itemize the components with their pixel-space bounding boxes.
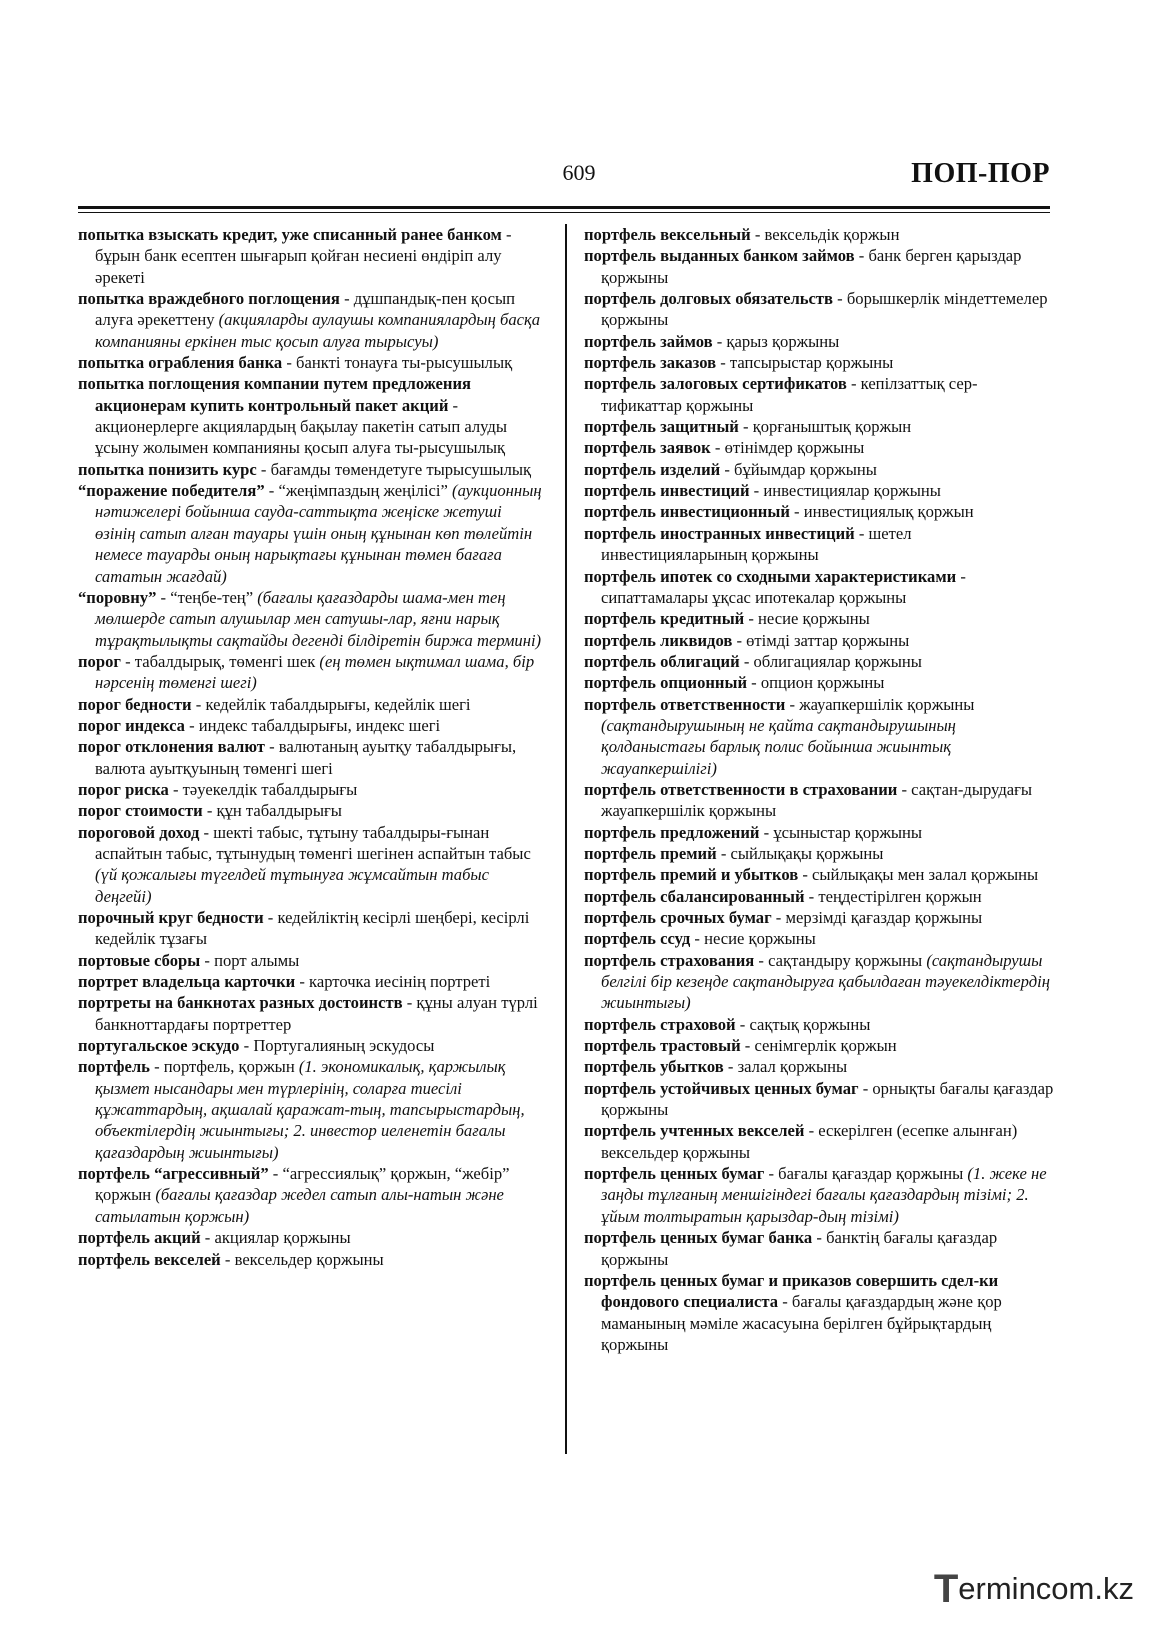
- entry-definition: өтімді заттар қоржыны: [746, 630, 910, 650]
- dictionary-entry: [584, 437, 1054, 458]
- dictionary-entry: [584, 1035, 1054, 1056]
- dictionary-entry: [584, 1014, 1054, 1035]
- entry-definition: орнықты бағалы қағаздар қоржыны: [601, 1078, 1054, 1120]
- entry-separator: -: [804, 886, 819, 906]
- entry-separator: -: [501, 225, 512, 244]
- dictionary-entry: [584, 1270, 1054, 1355]
- site-logo: [933, 1566, 1134, 1611]
- dictionary-entry: [78, 224, 546, 288]
- entry-definition: бұрын банк есептен шығарып қойған несиені өндіріп алу әрекеті: [95, 246, 502, 287]
- entry-definition: қорғаныштық қоржын: [752, 417, 912, 437]
- entry-note: (сақтандырушы белгілі бір кезеңде сақтандыруға қабылдаған тәуекелдіктердің жиынтығы): [601, 950, 1050, 1013]
- entry-term: портфель опционный: [584, 673, 748, 693]
- entry-separator: -: [712, 331, 727, 351]
- right-column: [584, 224, 1054, 1355]
- entry-definition: акциялар қоржыны: [214, 1228, 351, 1248]
- entry-term: порог риска: [78, 779, 169, 799]
- dictionary-entry: [78, 1035, 546, 1056]
- entry-term: портфель предложений: [584, 822, 760, 842]
- entry-term: портфель “агрессивный”: [78, 1164, 269, 1184]
- entry-separator: -: [239, 1036, 254, 1056]
- dictionary-entry: [78, 587, 546, 651]
- entry-separator: -: [282, 353, 297, 373]
- entry-definition: жауапкершілік қоржыны: [799, 694, 975, 714]
- entry-separator: -: [200, 1228, 215, 1248]
- entry-term: портфель устойчивых ценных бумаг: [584, 1078, 859, 1098]
- entry-definition: Португалияның эскудосы: [253, 1036, 435, 1056]
- entry-term: пороговой доход: [78, 822, 200, 842]
- entry-term: портфель защитный: [584, 417, 739, 437]
- entry-term: попытка поглощения компании путем предложения акционерам купить контрольный пакет акций: [78, 374, 471, 415]
- dictionary-entry: [584, 651, 1054, 672]
- entry-term: порог бедности: [78, 694, 192, 714]
- dictionary-entry: [78, 950, 546, 971]
- dictionary-entry: [584, 907, 1054, 928]
- entry-definition: құн табалдырығы: [216, 801, 342, 821]
- entry-term: портфель: [78, 1057, 150, 1077]
- entry-note: (ең төмен ықтимал шама, бір нәрсенің төменгі шегі): [95, 651, 535, 693]
- entry-term: “поражение победителя”: [78, 481, 265, 501]
- entry-separator: -: [295, 972, 310, 992]
- entry-definition: теңдестірілген қоржын: [818, 886, 982, 906]
- dictionary-entry: [78, 288, 546, 352]
- dictionary-entry: [78, 971, 546, 992]
- dictionary-entry: [584, 1078, 1054, 1121]
- entry-definition: ұсыныстар қоржыны: [773, 822, 923, 842]
- entry-separator: -: [690, 929, 705, 949]
- running-head: ПОП-ПОР: [911, 158, 1050, 189]
- entry-term: портфель премий: [584, 843, 717, 863]
- entry-separator: -: [747, 673, 761, 693]
- entry-definition: тәуекелдік табалдырығы: [182, 779, 358, 799]
- entry-term: портфель инвестиций: [584, 481, 750, 501]
- entry-separator: -: [716, 353, 730, 373]
- entry-separator: -: [750, 225, 765, 244]
- entry-definition: валютаның ауытқу табалдырығы, валюта ауытқуының төменгі шегі: [95, 737, 517, 778]
- dictionary-entry: [584, 779, 1054, 822]
- entry-definition: индекс табалдырығы, индекс шегі: [198, 715, 441, 735]
- dictionary-entry: [78, 822, 546, 907]
- entry-separator: -: [220, 1249, 235, 1269]
- entry-definition: инвестициялар қоржыны: [763, 481, 941, 501]
- entry-separator: -: [191, 694, 206, 714]
- entry-definition: карточка иесінің портреті: [309, 972, 491, 992]
- entry-separator: -: [264, 737, 279, 757]
- dictionary-entry: [78, 907, 546, 950]
- entry-term: портфель заказов: [584, 353, 717, 373]
- entry-definition: сыйлықақы қоржыны: [730, 843, 884, 863]
- entry-separator: -: [956, 566, 966, 586]
- dictionary-entry: [584, 501, 1054, 522]
- dictionary-entry: [584, 416, 1054, 437]
- entry-definition: борышкерлік міндеттемелер қоржыны: [601, 289, 1048, 330]
- entry-definition: тапсырыстар қоржыны: [729, 353, 894, 373]
- entry-definition: порт алымы: [214, 950, 300, 970]
- entry-term: портфель ценных бумаг и приказов совершить сдел-ки фондового специалиста: [584, 1270, 999, 1312]
- header-rule-thin: [78, 212, 1050, 213]
- entry-definition: дұшпандық-пен қосып алуға әрекеттену: [95, 289, 516, 330]
- entry-term: попытка враждебного поглощения: [78, 289, 340, 309]
- column-divider: [565, 224, 567, 1454]
- entry-separator: -: [448, 395, 459, 415]
- entry-separator: -: [184, 715, 199, 735]
- entry-term: портфель ценных бумаг банка: [584, 1228, 813, 1248]
- entry-term: “поровну”: [78, 587, 157, 607]
- entry-definition: ескерілген (есепке алынған) вексельдер қоржыны: [601, 1121, 1018, 1162]
- entry-separator: -: [759, 822, 774, 842]
- entry-separator: -: [740, 1036, 755, 1056]
- entry-separator: -: [723, 1057, 738, 1077]
- logo-text: ermincom.kz: [958, 1571, 1134, 1606]
- dictionary-entry: [584, 864, 1054, 885]
- dictionary-entry: [78, 992, 546, 1035]
- entry-definition: банктің бағалы қағаздар қоржыны: [601, 1228, 998, 1269]
- entry-separator: -: [710, 438, 725, 458]
- entry-separator: -: [749, 481, 764, 501]
- entry-separator: -: [716, 843, 731, 863]
- dictionary-entry: [584, 245, 1054, 288]
- entry-separator: -: [199, 822, 214, 842]
- entry-term: попытка понизить курс: [78, 459, 257, 479]
- entry-term: попытка взыскать кредит, уже списанный ранее банком: [78, 225, 502, 244]
- entry-term: порог отклонения валют: [78, 737, 265, 757]
- dictionary-entry: [584, 886, 1054, 907]
- entry-term: портфель трастовый: [584, 1036, 741, 1056]
- entry-term: портфель долговых обязательств: [584, 289, 834, 309]
- dictionary-entry: [584, 566, 1054, 609]
- entry-definition: бағалы қағаздардың және қор маманының мәміле жасасуына берілген бұйрықтардың қоржыны: [601, 1292, 1002, 1354]
- entry-separator: -: [854, 523, 869, 543]
- dictionary-entry: [78, 736, 546, 779]
- entry-definition: “агрессиялық” қоржын, “жебір” қоржын: [95, 1164, 510, 1205]
- entry-term: портфель векселей: [78, 1249, 221, 1269]
- entry-term: порочный круг бедности: [78, 908, 264, 927]
- entry-separator: -: [858, 1078, 873, 1098]
- entry-term: портрет владельца карточки: [78, 972, 296, 992]
- dictionary-entry: [584, 672, 1054, 693]
- entry-term: портфель изделий: [584, 459, 721, 479]
- entry-separator: -: [738, 417, 753, 437]
- dictionary-entry: [78, 694, 546, 715]
- entry-separator: -: [854, 246, 869, 266]
- entry-definition: сипаттамалары ұқсас ипотекалар қоржыны: [601, 587, 907, 607]
- entry-separator: -: [263, 908, 278, 927]
- entry-definition: “теңбе-тең”: [170, 587, 258, 607]
- entry-separator: -: [168, 779, 183, 799]
- entry-term: портфель ценных бумаг: [584, 1164, 765, 1184]
- dictionary-entry: [584, 1163, 1054, 1227]
- entry-note: (акцияларды аулаушы компаниялардың басқа компанияны еркінен тыс қосып алуға тырысуы): [95, 310, 541, 351]
- dictionary-entry: [78, 779, 546, 800]
- dictionary-entry: [584, 843, 1054, 864]
- entry-note: (сақтандырушының не қайта сақтандырушының қолданыстағы барлық полис бойынша жиынтық жауапкершілігі): [601, 715, 956, 778]
- entry-separator: -: [812, 1228, 827, 1248]
- entry-definition: залал қоржыны: [737, 1057, 848, 1077]
- dictionary-entry: [584, 630, 1054, 651]
- entry-separator: -: [256, 459, 271, 479]
- dictionary-entry: [584, 352, 1054, 373]
- dictionary-entry: [584, 928, 1054, 949]
- entry-separator: -: [754, 950, 769, 970]
- entry-definition: бұйымдар қоржыны: [734, 459, 877, 479]
- entry-term: портфель выданных банком займов: [584, 246, 855, 266]
- entry-note: (1. жеке не заңды тұлғаның меншігіндегі бағалы қағаздардың тізімі; 2. ұйым толтыратын қарыздар-дың тізімі): [601, 1164, 1047, 1226]
- entry-term: портфель страховой: [584, 1014, 736, 1034]
- entry-note: (бағалы қағаздар жедел сатып алы-натын және сатылатын қоржын): [95, 1185, 504, 1226]
- dictionary-entry: [584, 480, 1054, 501]
- entry-term: портфель ссуд: [584, 929, 691, 949]
- page-number: 609: [562, 160, 596, 185]
- entry-separator: -: [156, 587, 171, 607]
- dictionary-entry: [584, 288, 1054, 331]
- entry-separator: -: [798, 865, 813, 885]
- entry-term: португальское эскудо: [78, 1036, 240, 1056]
- entry-separator: -: [268, 1164, 283, 1184]
- entry-term: портфель учтенных векселей: [584, 1121, 805, 1141]
- entry-term: портфель заявок: [584, 438, 711, 458]
- entry-term: портфель срочных бумаг: [584, 908, 772, 927]
- entry-definition: опцион қоржыны: [760, 673, 885, 693]
- dictionary-entry: [584, 373, 1054, 416]
- entry-separator: -: [202, 801, 217, 821]
- entry-term: порог стоимости: [78, 801, 203, 821]
- dictionary-entry: [584, 694, 1054, 779]
- dictionary-entry: [584, 608, 1054, 629]
- entry-term: портфель сбалансированный: [584, 886, 805, 906]
- left-column: [78, 224, 546, 1270]
- entry-term: портфель премий и убытков: [584, 865, 799, 885]
- dictionary-entry: [584, 1227, 1054, 1270]
- dictionary-entry: [78, 651, 546, 694]
- entry-note: (бағалы қағаздарды шама-мен тең мөлшерде сатып алушылар мен сатушы-лар, яғни нарық тұрақтылықты сақтайды дегенді білдіретін биржа термині): [95, 587, 542, 650]
- entry-separator: -: [744, 609, 759, 629]
- dictionary-entry: [584, 1120, 1054, 1163]
- entry-note: (үй қожалығы түгелдей тұтынуға жұмсайтын табыс деңгейі): [95, 865, 490, 906]
- entry-term: попытка ограбления банка: [78, 353, 283, 373]
- entry-term: порог: [78, 651, 121, 671]
- entry-definition: шекті табыс, тұтыну табалдыры-ғынан аспайтын табыс, тұтынудың төменгі шегінен аспайтын табыс: [95, 822, 531, 863]
- entry-term: портфель инвестиционный: [584, 502, 790, 522]
- entry-separator: -: [735, 1014, 750, 1034]
- entry-separator: -: [778, 1292, 792, 1312]
- entry-separator: -: [846, 374, 861, 394]
- entry-term: портфель страхования: [584, 950, 755, 970]
- entry-definition: несие қоржыны: [758, 609, 870, 629]
- entry-definition: бағалы қағаздар қоржыны: [778, 1164, 968, 1184]
- entry-separator: -: [833, 289, 847, 309]
- entry-definition: облигациялар қоржыны: [753, 651, 922, 671]
- dictionary-entry: [78, 1163, 546, 1227]
- entry-definition: мерзімді қағаздар қоржыны: [785, 908, 983, 927]
- entry-separator: -: [402, 993, 417, 1013]
- entry-term: портфель вексельный: [584, 225, 751, 244]
- entry-definition: кепілзаттық сер-тификаттар қоржыны: [601, 374, 978, 415]
- entry-separator: -: [789, 502, 804, 522]
- entry-definition: “жеңімпаздың жеңілісі”: [278, 481, 453, 501]
- entry-separator: -: [804, 1121, 819, 1141]
- entry-definition: акционерлерге акциялардың бақылау пакетін сатып алуды ұсыну жолымен компанияны қосып алуға ты-рысушылық: [95, 417, 507, 458]
- entry-definition: қарыз қоржыны: [726, 331, 840, 351]
- entry-separator: -: [785, 694, 800, 714]
- dictionary-entry: [78, 1249, 546, 1270]
- entry-separator: -: [120, 651, 135, 671]
- entry-term: портфель облигаций: [584, 651, 740, 671]
- entry-separator: -: [739, 651, 754, 671]
- entry-separator: -: [720, 459, 735, 479]
- entry-term: портфель кредитный: [584, 609, 745, 629]
- entry-definition: бағамды төмендетуге тырысушылық: [270, 459, 532, 479]
- dictionary-entry: [584, 459, 1054, 480]
- entry-definition: портфель, қоржын: [163, 1057, 299, 1077]
- dictionary-entry: [584, 822, 1054, 843]
- dictionary-entry: [78, 373, 546, 458]
- entry-separator: -: [200, 950, 215, 970]
- entry-separator: -: [264, 481, 279, 501]
- entry-note: (аукционның нәтижелері бойынша сауда-саттықта жеңіске жетуші өзінің сатып алған тауары үшін оның құнынан көп төлейтін немесе тауарды оның нарықтағы құнынан төмен бағаға сататын жағдай): [95, 481, 542, 586]
- entry-term: портфель ответственности в страховании: [584, 779, 898, 799]
- entry-term: портфель убытков: [584, 1057, 724, 1077]
- entry-definition: өтінімдер қоржыны: [724, 438, 865, 458]
- dictionary-entry: [78, 1056, 546, 1163]
- dictionary-entry: [78, 715, 546, 736]
- entry-definition: вексельдік қоржын: [764, 225, 900, 244]
- entry-definition: сақтық қоржыны: [749, 1014, 871, 1034]
- entry-separator: -: [897, 779, 912, 799]
- entry-definition: сақтандыру қоржыны: [768, 950, 927, 970]
- entry-definition: сыйлықақы мен залал қоржыны: [812, 865, 1039, 885]
- dictionary-entry: [78, 1227, 546, 1248]
- entry-definition: банк берген қарыздар қоржыны: [601, 246, 1022, 287]
- entry-definition: құны алуан түрлі банкноттардағы портреттер: [95, 993, 538, 1034]
- entry-separator: -: [732, 630, 747, 650]
- entry-term: порог индекса: [78, 715, 185, 735]
- entry-definition: инвестициялық қоржын: [803, 502, 974, 522]
- entry-term: портовые сборы: [78, 950, 201, 970]
- entry-definition: сақтан-дырудағы жауапкершілік қоржыны: [601, 779, 1033, 821]
- entry-definition: вексельдер қоржыны: [234, 1249, 384, 1269]
- entry-term: портфель займов: [584, 331, 713, 351]
- dictionary-entry: [584, 224, 1054, 245]
- entry-note: (1. экономикалық, қаржылық қызмет нысандары мен түрлерінің, соларға тиесілі құжаттардың, ақшалай қаражат-тың, тапсырыстардың, объектілердің жиынтығы; 2. инвестор иеленетін бағалы қағаздардың жиынтығы): [95, 1057, 525, 1162]
- dictionary-entry: [78, 352, 546, 373]
- dictionary-entry: [584, 1056, 1054, 1077]
- entry-separator: -: [149, 1057, 164, 1077]
- entry-definition: сенімгерлік қоржын: [754, 1036, 897, 1056]
- entry-definition: кедейліктің кесірлі шеңбері, кесірлі кедейлік тұзағы: [95, 908, 530, 949]
- entry-term: портреты на банкнотах разных достоинств: [78, 993, 403, 1013]
- entry-term: портфель ипотек со сходными характеристиками: [584, 566, 957, 586]
- dictionary-entry: [584, 950, 1054, 1014]
- entry-separator: -: [764, 1164, 779, 1184]
- dictionary-entry: [78, 480, 546, 587]
- entry-definition: кедейлік табалдырығы, кедейлік шегі: [205, 694, 471, 714]
- dictionary-entry: [584, 331, 1054, 352]
- entry-definition: шетел инвестицияларының қоржыны: [601, 523, 912, 565]
- entry-definition: несие қоржыны: [704, 929, 816, 949]
- header-rule-thick: [78, 206, 1050, 209]
- entry-term: портфель иностранных инвестиций: [584, 523, 855, 543]
- dictionary-entry: [78, 800, 546, 821]
- entry-term: портфель залоговых сертификатов: [584, 374, 847, 394]
- logo-letter-t: T: [933, 1566, 959, 1611]
- entry-separator: -: [339, 289, 354, 309]
- entry-definition: табалдырық, төменгі шек: [134, 651, 320, 671]
- entry-separator: -: [771, 908, 786, 927]
- entry-term: портфель ликвидов: [584, 630, 733, 650]
- entry-definition: банкті тонауға ты-рысушылық: [296, 353, 513, 373]
- dictionary-entry: [584, 523, 1054, 566]
- entry-term: портфель ответственности: [584, 694, 786, 714]
- dictionary-entry: [78, 459, 546, 480]
- entry-term: портфель акций: [78, 1228, 201, 1248]
